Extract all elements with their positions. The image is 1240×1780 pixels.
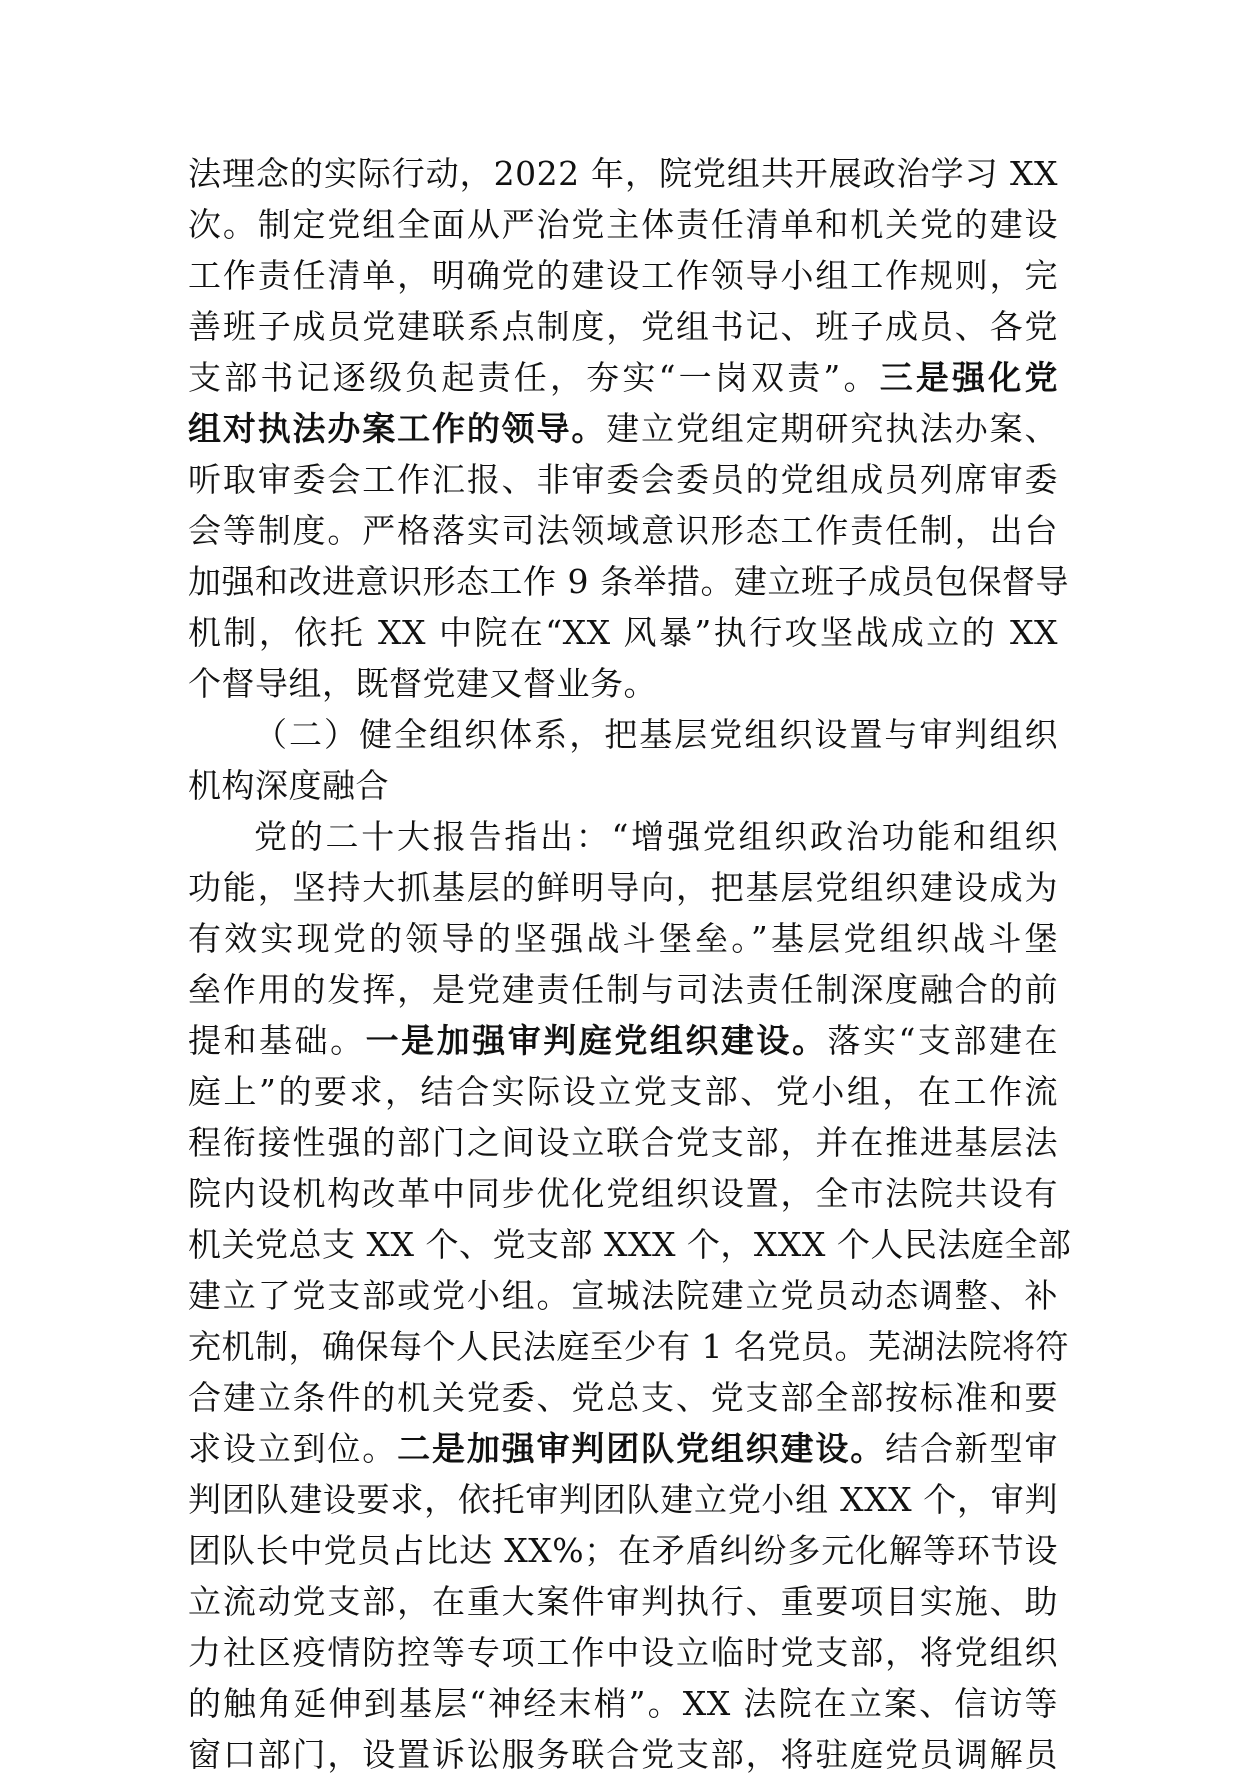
text-segment: 法理念的实际行动，2022 年，院党组共开展政治学习 XX bbox=[188, 154, 1058, 193]
text-segment: 听取审委会工作汇报、非审委会委员的党组成员列席审委 bbox=[188, 460, 1058, 499]
text-line bbox=[188, 1321, 1069, 1372]
text-segment: 建立党组定期研究执法办案、 bbox=[606, 409, 1059, 448]
text-segment: 程衔接性强的部门之间设立联合党支部，并在推进基层法 bbox=[188, 1123, 1058, 1162]
text-segment: 党的二十大报告指出：“增强党组织政治功能和组织 bbox=[254, 817, 1058, 856]
text-line bbox=[188, 454, 1058, 505]
text-segment: 院内设机构改革中同步优化党组织设置，全市法院共设有 bbox=[188, 1174, 1058, 1213]
text-line bbox=[188, 556, 1069, 607]
text-line bbox=[188, 913, 1058, 964]
text-segment: 工作责任清单，明确党的建设工作领导小组工作规则，完 bbox=[188, 256, 1058, 295]
text-line bbox=[188, 1015, 1058, 1066]
text-line bbox=[188, 862, 1058, 913]
text-segment: 力社区疫情防控等专项工作中设立临时党支部，将党组织 bbox=[188, 1633, 1058, 1672]
text-segment: 窗口部门，设置诉讼服务联合党支部，将驻庭党员调解员 bbox=[188, 1735, 1058, 1774]
text-line bbox=[188, 352, 1058, 403]
text-segment: 结合新型审 bbox=[885, 1429, 1059, 1468]
text-segment: 落实“支部建在 bbox=[827, 1021, 1059, 1060]
text-segment: 功能，坚持大抓基层的鲜明导向，把基层党组织建设成为 bbox=[188, 868, 1058, 907]
text-segment: 加强和改进意识形态工作 9 条举措。建立班子成员包保督导 bbox=[188, 562, 1069, 601]
text-line bbox=[188, 1270, 1058, 1321]
text-line bbox=[188, 1168, 1058, 1219]
text-line bbox=[188, 1729, 1058, 1780]
text-segment: 的触角延伸到基层“神经末梢”。XX 法院在立案、信访等 bbox=[188, 1684, 1058, 1723]
text-line bbox=[188, 1576, 1058, 1627]
bold-text-segment: 组对执法办案工作的领导。 bbox=[188, 409, 607, 448]
text-segment: 会等制度。严格落实司法领域意识形态工作责任制，出台 bbox=[188, 511, 1058, 550]
text-line bbox=[188, 811, 1058, 862]
text-line bbox=[188, 1219, 1072, 1270]
text-line bbox=[188, 1117, 1058, 1168]
text-segment: 垒作用的发挥，是党建责任制与司法责任制深度融合的前 bbox=[188, 970, 1058, 1009]
text-segment: 团队长中党员占比达 XX%；在矛盾纠纷多元化解等环节设 bbox=[188, 1531, 1058, 1570]
text-line bbox=[188, 250, 1058, 301]
text-line bbox=[188, 709, 1058, 760]
text-line bbox=[188, 1525, 1058, 1576]
text-line bbox=[188, 1678, 1058, 1729]
text-line bbox=[188, 403, 1058, 454]
text-segment: 提和基础。 bbox=[188, 1021, 366, 1060]
text-line bbox=[188, 658, 1058, 709]
text-line bbox=[188, 964, 1058, 1015]
text-segment: 机关党总支 XX 个、党支部 XXX 个，XXX 个人民法庭全部 bbox=[188, 1225, 1072, 1264]
text-line bbox=[188, 199, 1058, 250]
bold-text-segment: 一是加强审判庭党组织建设。 bbox=[365, 1021, 828, 1060]
text-segment: 庭上”的要求，结合实际设立党支部、党小组，在工作流 bbox=[188, 1072, 1058, 1111]
text-line bbox=[188, 1372, 1058, 1423]
document-body bbox=[188, 148, 1072, 1780]
text-segment: 充机制，确保每个人民法庭至少有 1 名党员。芜湖法院将符 bbox=[188, 1327, 1069, 1366]
text-line bbox=[188, 148, 1058, 199]
text-segment: 合建立条件的机关党委、党总支、党支部全部按标准和要 bbox=[188, 1378, 1058, 1417]
text-segment: 次。制定党组全面从严治党主体责任清单和机关党的建设 bbox=[188, 205, 1058, 244]
text-segment: 判团队建设要求，依托审判团队建立党小组 XXX 个，审判 bbox=[188, 1480, 1058, 1519]
bold-text-segment: 二是加强审判团队党组织建设。 bbox=[397, 1429, 886, 1468]
text-segment: （二）健全组织体系，把基层党组织设置与审判组织 bbox=[254, 715, 1058, 754]
text-line bbox=[188, 1423, 1058, 1474]
text-segment: 个督导组，既督党建又督业务。 bbox=[188, 664, 657, 703]
bold-text-segment: 三是强化党 bbox=[879, 358, 1058, 397]
text-segment: 有效实现党的领导的坚强战斗堡垒。”基层党组织战斗堡 bbox=[188, 919, 1058, 958]
text-segment: 求设立到位。 bbox=[188, 1429, 398, 1468]
text-line bbox=[188, 505, 1058, 556]
text-segment: 支部书记逐级负起责任，夯实“一岗双责”。 bbox=[188, 358, 880, 397]
text-line bbox=[188, 607, 1058, 658]
text-line bbox=[188, 1474, 1058, 1525]
text-segment: 立流动党支部，在重大案件审判执行、重要项目实施、助 bbox=[188, 1582, 1058, 1621]
text-line bbox=[188, 760, 1058, 811]
text-line bbox=[188, 1627, 1058, 1678]
text-line bbox=[188, 301, 1058, 352]
text-segment: 机构深度融合 bbox=[188, 766, 389, 805]
text-segment: 善班子成员党建联系点制度，党组书记、班子成员、各党 bbox=[188, 307, 1058, 346]
text-line bbox=[188, 1066, 1058, 1117]
text-segment: 建立了党支部或党小组。宣城法院建立党员动态调整、补 bbox=[188, 1276, 1058, 1315]
text-segment: 机制，依托 XX 中院在“XX 风暴”执行攻坚战成立的 XX bbox=[188, 613, 1058, 652]
